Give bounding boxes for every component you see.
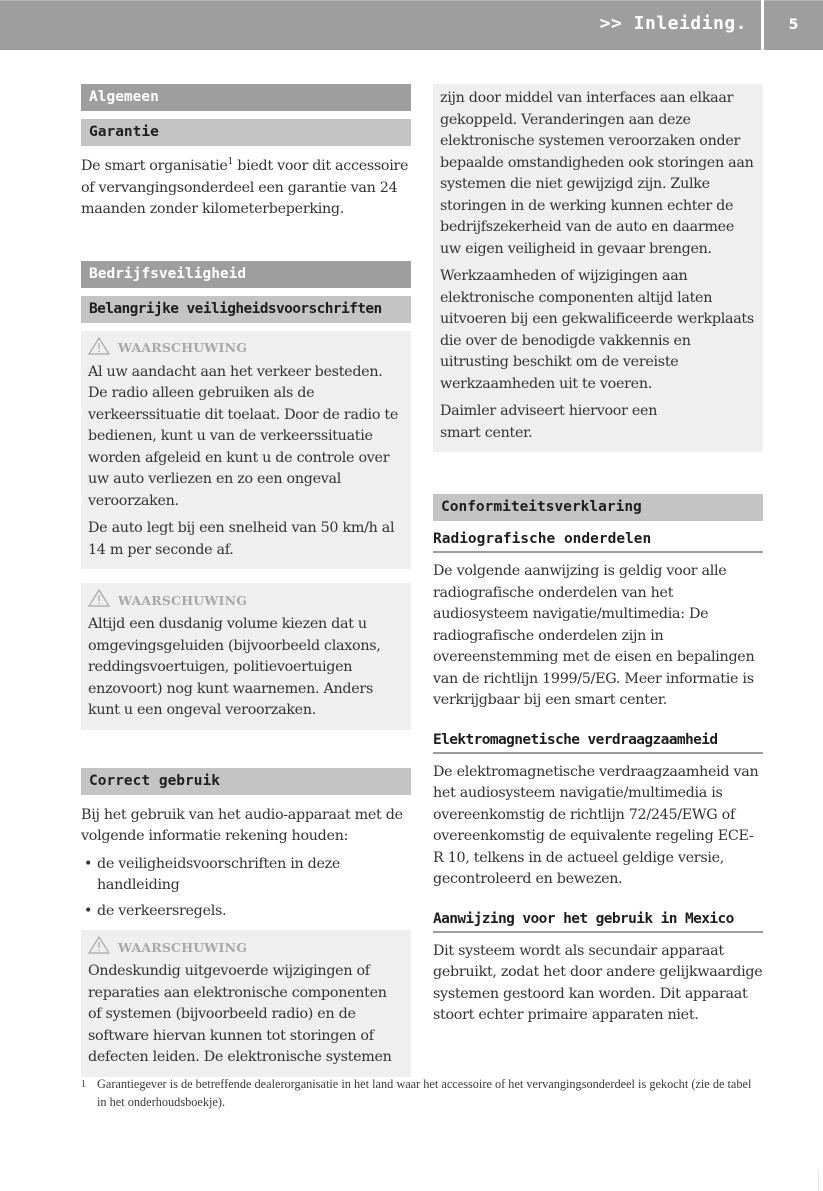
page-number-box: [764, 0, 823, 50]
correct-gebruik-list: [81, 854, 411, 923]
warning-label: WAARSCHUWING: [118, 939, 248, 955]
subheading-radiografische-onderdelen: Radiografische onderdelen: [433, 531, 763, 553]
garantie-text-part2: biedt voor dit accessoire of vervangingsonderdeel een garantie van 24 maanden zonder kilometerbeperking.: [81, 158, 409, 217]
footnote-reference[interactable]: 1: [227, 157, 233, 168]
warning-triangle-icon: [88, 936, 110, 958]
warning-box-modifications: [81, 930, 411, 1077]
warning-paragraph: Daimler adviseert hiervoor een smart center.: [440, 403, 658, 441]
subheading-elektromagnetische-verdraagzaamheid: Elektromagnetische verdraagzaamheid: [433, 732, 763, 754]
warning-paragraph: Ondeskundig uitgevoerde wijzigingen of reparaties aan elektronische componenten of systemen (bijvoorbeeld radio) en de software hiervan kunnen tot storingen of defecten leiden. De elektronische systemen: [88, 963, 392, 1065]
correct-gebruik-intro: Bij het gebruik van het audio-apparaat met de volgende informatie rekening houden:: [81, 806, 403, 844]
footnote-text: Garantiegever is de betreffende dealerorganisatie in het land waar het accessoire of het vervangingsonderdeel is gekocht (zie de tabel in het onderhoudsboekje).: [97, 1077, 752, 1109]
warning-box-modifications-continued: [433, 84, 763, 452]
subheading-mexico: Aanwijzing voor het gebruik in Mexico: [433, 911, 763, 933]
warning-paragraph: De auto legt bij een snelheid van 50 km/h al 14 m per seconde af.: [88, 520, 395, 558]
warning-paragraph: Altijd een dusdanig volume kiezen dat u omgevingsgeluiden (bijvoorbeeld claxons, reddingsvoertuigen, politievoertuigen enzovoort) nog kunt waarnemen. Anders kunt u een ongeval veroorzaken.: [88, 616, 381, 718]
page-edge-mark: [818, 1170, 819, 1191]
warning-paragraph: Werkzaamheden of wijzigingen aan elektronische componenten altijd laten uitvoeren bij een gekwalificeerde werkplaats die over de benodigde vakkennis en uitrusting beschikt om de vereiste werkzaamheden uit te voeren.: [440, 268, 754, 392]
warning-box-volume: [81, 583, 411, 730]
section-title: >> Inleiding.: [599, 13, 747, 34]
emc-text: De elektromagnetische verdraagzaamheid van het audiosysteem navigatie/multimedia is overeenkomstig de richtlijn 72/245/EWG of overeenkomstig de equivalente regeling ECE-R 10, telkens in de actueel geldige versie, gecontroleerd en bewezen.: [433, 763, 759, 887]
warning-label: WAARSCHUWING: [118, 340, 248, 355]
footnote: [81, 1076, 761, 1111]
left-column: [81, 84, 411, 1077]
subheading-garantie: Garantie: [81, 119, 411, 146]
warning-paragraph: zijn door middel van interfaces aan elkaar gekoppeld. Veranderingen aan deze elektronische systemen veroorzaken onder bepaalde omstandigheden ook storingen aan systemen die niet gewijzigd zijn. Zulke storingen in de werking kunnen echter de bedrijfszekerheid van de auto en daarmee uw eigen veiligheid in gevaar brengen.: [440, 90, 754, 257]
page-number: 5: [788, 17, 799, 33]
garantie-text-part1: De smart organisatie: [81, 158, 228, 174]
warning-triangle-icon: [88, 589, 110, 611]
section-heading-bedrijfsveiligheid: Bedrijfsveiligheid: [81, 261, 411, 288]
warning-header: [88, 589, 404, 611]
warning-paragraph: Al uw aandacht aan het verkeer besteden. De radio alleen gebruiken als de verkeerssituatie dit toelaat. Door de radio te bedienen, kunt u van de verkeerssituatie worden afgeleid en kunt u de controle over uw auto verliezen en zo een ongeval veroorzaken.: [88, 363, 398, 509]
subheading-correct-gebruik: Correct gebruik: [81, 768, 411, 795]
warning-label: WAARSCHUWING: [118, 592, 248, 608]
section-heading-algemeen: Algemeen: [81, 84, 411, 111]
warning-box-attention: [81, 331, 411, 570]
radiografisch-text: De volgende aanwijzing is geldig voor alle radiografische onderdelen van het audiosysteem navigatie/multimedia: De radiografische onderdelen zijn in overeenstemming met de eisen en bepalingen van de richtlijn 1999/5/EG. Meer informatie is verkrijgbaar bij een smart center.: [433, 563, 755, 708]
garantie-text: [81, 156, 411, 221]
warning-header: [88, 936, 404, 958]
footnote-mark: 1: [81, 1079, 86, 1090]
subheading-veiligheidsvoorschriften: Belangrijke veiligheidsvoorschriften: [81, 296, 411, 323]
list-item: • de veiligheidsvoorschriften in deze handleiding: [81, 854, 411, 897]
warning-triangle-icon: [88, 337, 110, 359]
right-column: [433, 84, 763, 1027]
mexico-text: Dit systeem wordt als secundair apparaat gebruikt, zodat het door andere gelijkwaardige systemen gestoord kan worden. Dit apparaat stoort echter primaire apparaten niet.: [433, 942, 763, 1023]
subheading-conformiteitsverklaring: Conformiteitsverklaring: [433, 494, 763, 521]
warning-header: [88, 337, 404, 359]
list-item: • de verkeersregels.: [81, 901, 411, 923]
header-bar: [0, 0, 761, 50]
